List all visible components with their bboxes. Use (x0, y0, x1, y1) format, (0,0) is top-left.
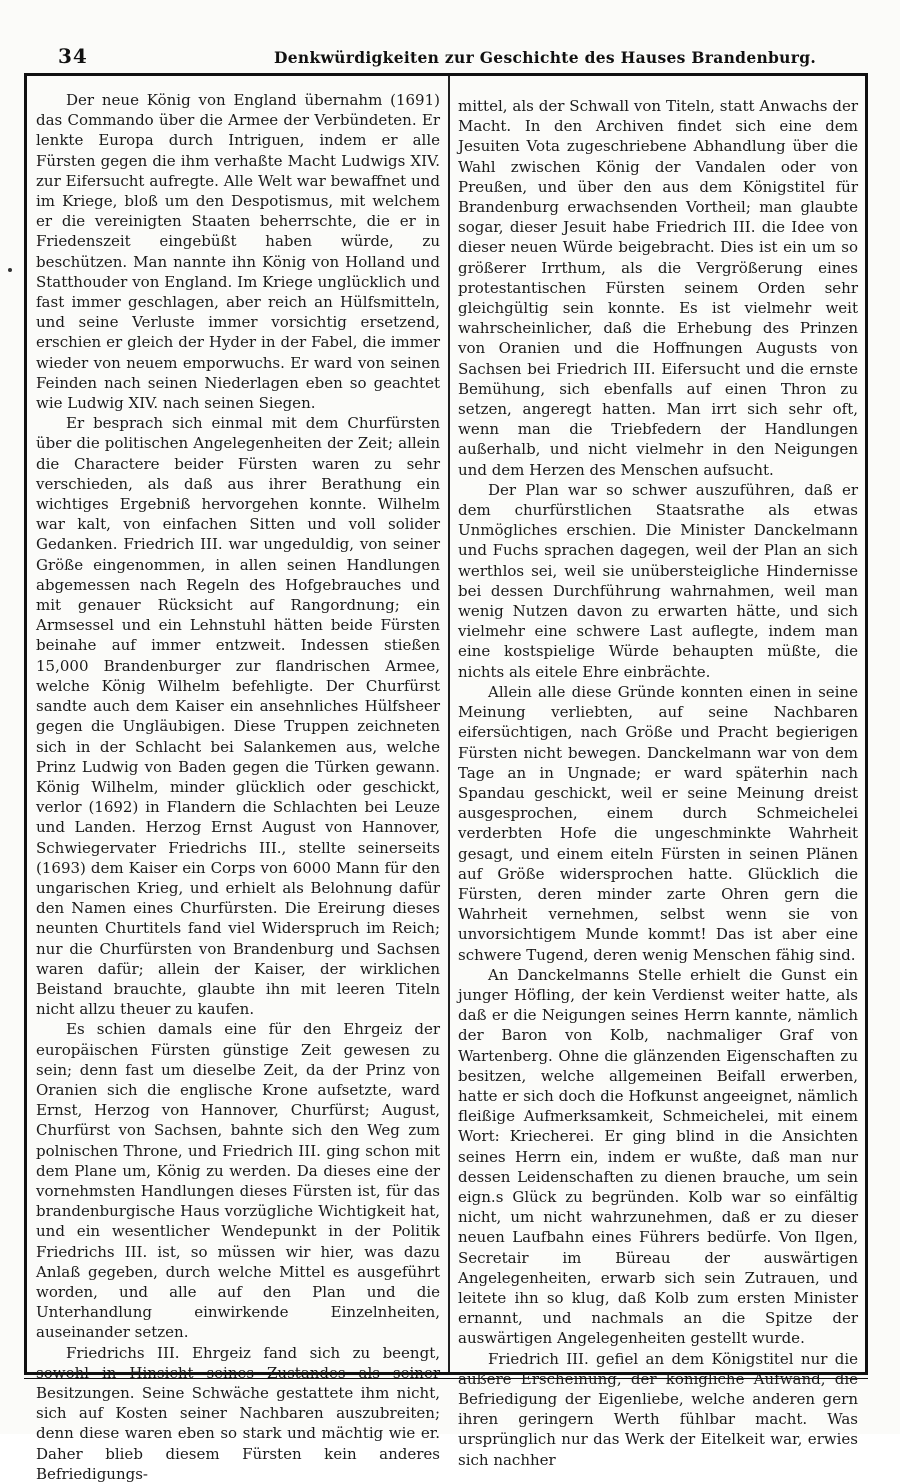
running-head: Denkwürdigkeiten zur Geschichte des Hauses Brandenburg. (274, 48, 817, 67)
page-header (24, 44, 868, 70)
paragraph: Der Plan war so schwer auszuführen, daß er dem churfürstlichen Staatsrathe als etwas Unmögliches erschien. Die Minister Danckelmann und Fuchs sprachen dagegen, weil der Plan an sich werthlos sei, weil sie unübersteigliche Hindernisse bei dessen Durchführung wahrnahmen, weil man wenig Nutzen davon zu erwarten hätte, und sich vielmehr eine schwere Last auflegte, indem man eine kostspielige Würde behaupten müßte, die nichts als eitele Ehre einbrächte. (458, 480, 858, 681)
paragraph: Friedrich III. gefiel an dem Königstitel nur die äußere Erscheinung, der königliche Aufwand, die Befriedigung der Eigenliebe, welche anderen gern ihren geringern Werth fühlbar macht. Was ursprünglich nur das Werk der Eitelkeit war, erwies sich nachher (458, 1349, 858, 1469)
paragraph: Er besprach sich einmal mit dem Churfürsten über die politischen Angelegenheiten der Zeit; allein die Charactere beider Fürsten waren zu sehr verschieden, als daß aus ihrer Berathung ein wichtiges Ergebniß hervorgehen konnte. Wilhelm war kalt, von einfachen Sitten und voll solider Gedanken. Friedrich III. war ungeduldig, von seiner Größe eingenommen, in allen seinen Handlungen abgemessen nach Regeln des Hofgebrauches und mit genauer Rücksicht auf Rangordnung; ein Armsessel und ein Lehnstuhl hätten beide Fürsten beinahe auf immer entzweit. Indessen stießen 15,000 Brandenburger zur flandrischen Armee, welche König Wilhelm befehligte. Der Churfürst sandte auch dem Kaiser ein ansehnliches Hülfsheer gegen die Ungläubigen. Diese Truppen zeichneten sich in der Schlacht bei Salankemen aus, welche Prinz Ludwig von Baden gegen die Türken gewann. König Wilhelm, minder glücklich oder geschickt, verlor (1692) in Flandern die Schlachten bei Leuze und Landen. Herzog Ernst August von Hannover, Schwiegervater Friedrichs III., stellte seinerseits (1693) dem Kaiser ein Corps von 6000 Mann für den ungarischen Krieg, und erhielt als Belohnung dafür den Namen eines Churfürsten. Die Ereirung dieses neunten Churtitels fand viel Widerspruch im Reich; nur die Churfürsten von Brandenburg und Sachsen waren dafür; allein der Kaiser, der wirklichen Beistand brauchte, glaubte ihn mit leeren Titeln nicht allzu theuer zu kaufen. (36, 414, 440, 1019)
right-column (458, 96, 858, 1469)
left-border-rule (24, 73, 27, 1375)
paragraph: Allein alle diese Gründe konnten einen in seine Meinung verliebten, auf seine Nachbaren eifersüchtigen, nach Größe und Pracht begierigen Fürsten nicht bewegen. Danckelmann war von dem Tage an in Ungnade; er ward späterhin nach Spandau geschickt, weil er seine Meinung dreist ausgesprochen, einem durch Schmeichelei verderbten Hofe die ungeschminkte Wahrheit gesagt, und einem eiteln Fürsten in seinen Plänen auf Größe widersprochen hatte. Glücklich die Fürsten, deren minder zarte Ohren gern die Wahrheit vernehmen, selbst wenn sie von unvorsichtigem Munde kommt! Das ist aber eine schwere Tugend, deren wenig Menschen fähig sind. (458, 682, 858, 964)
paragraph: Friedrichs III. Ehrgeiz fand sich zu beengt, sowohl in Hinsicht seines Zustandes als seiner Besitzungen. Seine Schwäche gestattete ihm nicht, sich auf Kosten seiner Nachbaren auszubreiten; denn diese waren eben so stark und mächtig wie er. Daher blieb diesem Fürsten kein anderes Befriedigungs- (36, 1343, 440, 1483)
column-divider (448, 76, 450, 1372)
paragraph: An Danckelmanns Stelle erhielt die Gunst ein junger Höfling, der kein Verdienst weiter hatte, als daß er die Neigungen seines Herrn kannte, nämlich der Baron von Kolb, nachmaliger Graf von Wartenberg. Ohne die glänzenden Eigenschaften zu besitzen, welche allgemeinen Beifall erwerben, hatte er sich doch die Hofkunst angeeignet, nämlich fleißige Aufmerksamkeit, Schmeichelei, mit einem Wort: Kriecherei. Er ging blind in die Ansichten seines Herrn ein, indem er wußte, daß man nur dessen Leidenschaften zu dienen brauche, um sein eign.s Glück zu begründen. Kolb war so einfältig nicht, um nicht wahrzunehmen, daß er zu dieser neuen Laufbahn eines Führers bedürfe. Von Ilgen, Secretair im Büreau der auswärtigen Angelegenheiten, erwarb sich sein Zutrauen, und leitete ihn so klug, daß Kolb zum ersten Minister ernannt, und nachmals an die Spitze der auswärtigen Angelegenheiten gestellt wurde. (458, 965, 858, 1348)
right-border-rule (865, 73, 868, 1375)
page-number: 34 (58, 44, 88, 68)
paragraph: mittel, als der Schwall von Titeln, statt Anwachs der Macht. In den Archiven findet sich eine dem Jesuiten Vota zugeschriebene Abhandlung über die Wahl zwischen König der Vandalen oder von Preußen, und über den aus dem Königstitel für Brandenburg erwachsenden Vortheil; man glaubte sogar, dieser Jesuit habe Friedrich III. die Idee von dieser neuen Würde beigebracht. Dies ist ein um so größerer Irrthum, als die Vergrößerung eines protestantischen Fürsten seinem Orden sehr gleichgültig sein konnte. Es ist vielmehr weit wahrscheinlicher, daß die Erhebung des Prinzen von Oranien und die Hoffnungen Augusts von Sachsen bei Friedrich III. Eifersucht und die ernste Bemühung, sich ebenfalls auf einen Thron zu setzen, angeregt hatten. Man irrt sich sehr oft, wenn man die Triebfedern der Handlungen außerhalb, und nicht vielmehr in den Neigungen und dem Herzen des Menschen aufsucht. (458, 97, 858, 479)
scan-speck (8, 268, 12, 272)
paragraph: Der neue König von England übernahm (1691) das Commando über die Armee der Verbündeten. Er lenkte Europa durch Intriguen, indem er alle Fürsten gegen die ihm verhaßte Macht Ludwigs XIV. zur Eifersucht aufregte. Alle Welt war bewaffnet und im Kriege, bloß um den Despotismus, mit welchem er die vereinigten Staaten beherrschte, die er in Friedenszeit eingebüßt haben würde, zu beschützen. Man nannte ihn König von Holland und Statthouder von England. Im Kriege unglücklich und fast immer geschlagen, aber reich an Hülfsmitteln, und seine Verluste immer vorsichtig ersetzend, erschien er gleich der Hyder in der Fabel, die immer wieder von neuem emporwuchs. Er ward von seinen Feinden nach seinen Niederlagen eben so geachtet wie Ludwig XIV. nach seinen Siegen. (36, 91, 440, 413)
paragraph: Es schien damals eine für den Ehrgeiz der europäischen Fürsten günstige Zeit gewesen zu sein; denn fast um dieselbe Zeit, da der Prinz von Oranien sich die englische Krone aufsetzte, ward Ernst, Herzog von Hannover, Churfürst; August, Churfürst von Sachsen, bahnte sich den Weg zum polnischen Throne, und Friedrich III. ging schon mit dem Plane um, König zu werden. Da dieses eine der vornehmsten Handlungen dieses Fürsten ist, für das brandenburgische Haus vorzügliche Wichtigkeit hat, und ein wesentlicher Wendepunkt in der Politik Friedrichs III. ist, so müssen wir hier, was dazu Anlaß gegeben, durch welche Mittel es ausgeführt worden, und alle auf den Plan und die Unterhandlung einwirkende Einzelnheiten, auseinander setzen. (36, 1020, 440, 1342)
top-border-rule (24, 73, 868, 76)
left-column (36, 90, 440, 1483)
